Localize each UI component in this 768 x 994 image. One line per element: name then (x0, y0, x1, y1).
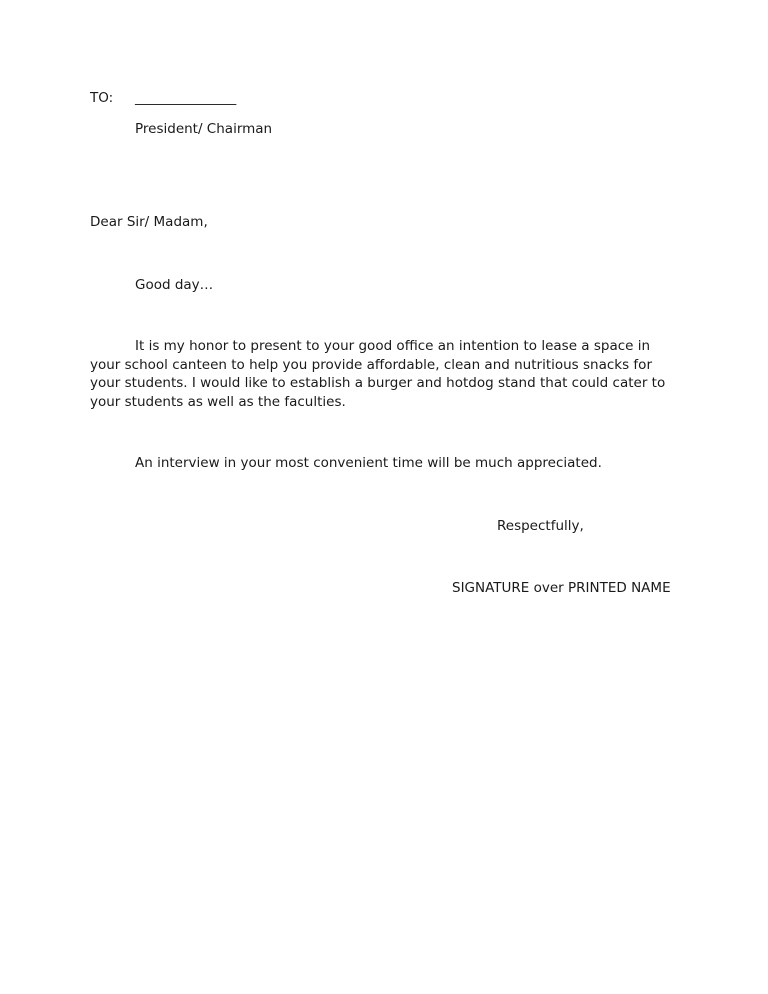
closing-request: An interview in your most convenient time will be much appreciated. (135, 455, 602, 471)
signature-line: SIGNATURE over PRINTED NAME (452, 580, 671, 596)
body-paragraph: It is my honor to present to your good office an intention to lease a space in your school canteen to help you provide affordable, clean and nutritious snacks for your students. I would like to establish a burger and hotdog stand that could cater to your students as well as the faculties. (90, 338, 666, 410)
recipient-title: President/ Chairman (135, 121, 273, 137)
recipient-name-blank: _______________ (135, 90, 237, 106)
greeting: Good day… (135, 277, 214, 293)
salutation: Dear Sir/ Madam, (90, 214, 208, 230)
to-label: TO: (90, 90, 114, 106)
closing: Respectfully, (497, 518, 584, 534)
